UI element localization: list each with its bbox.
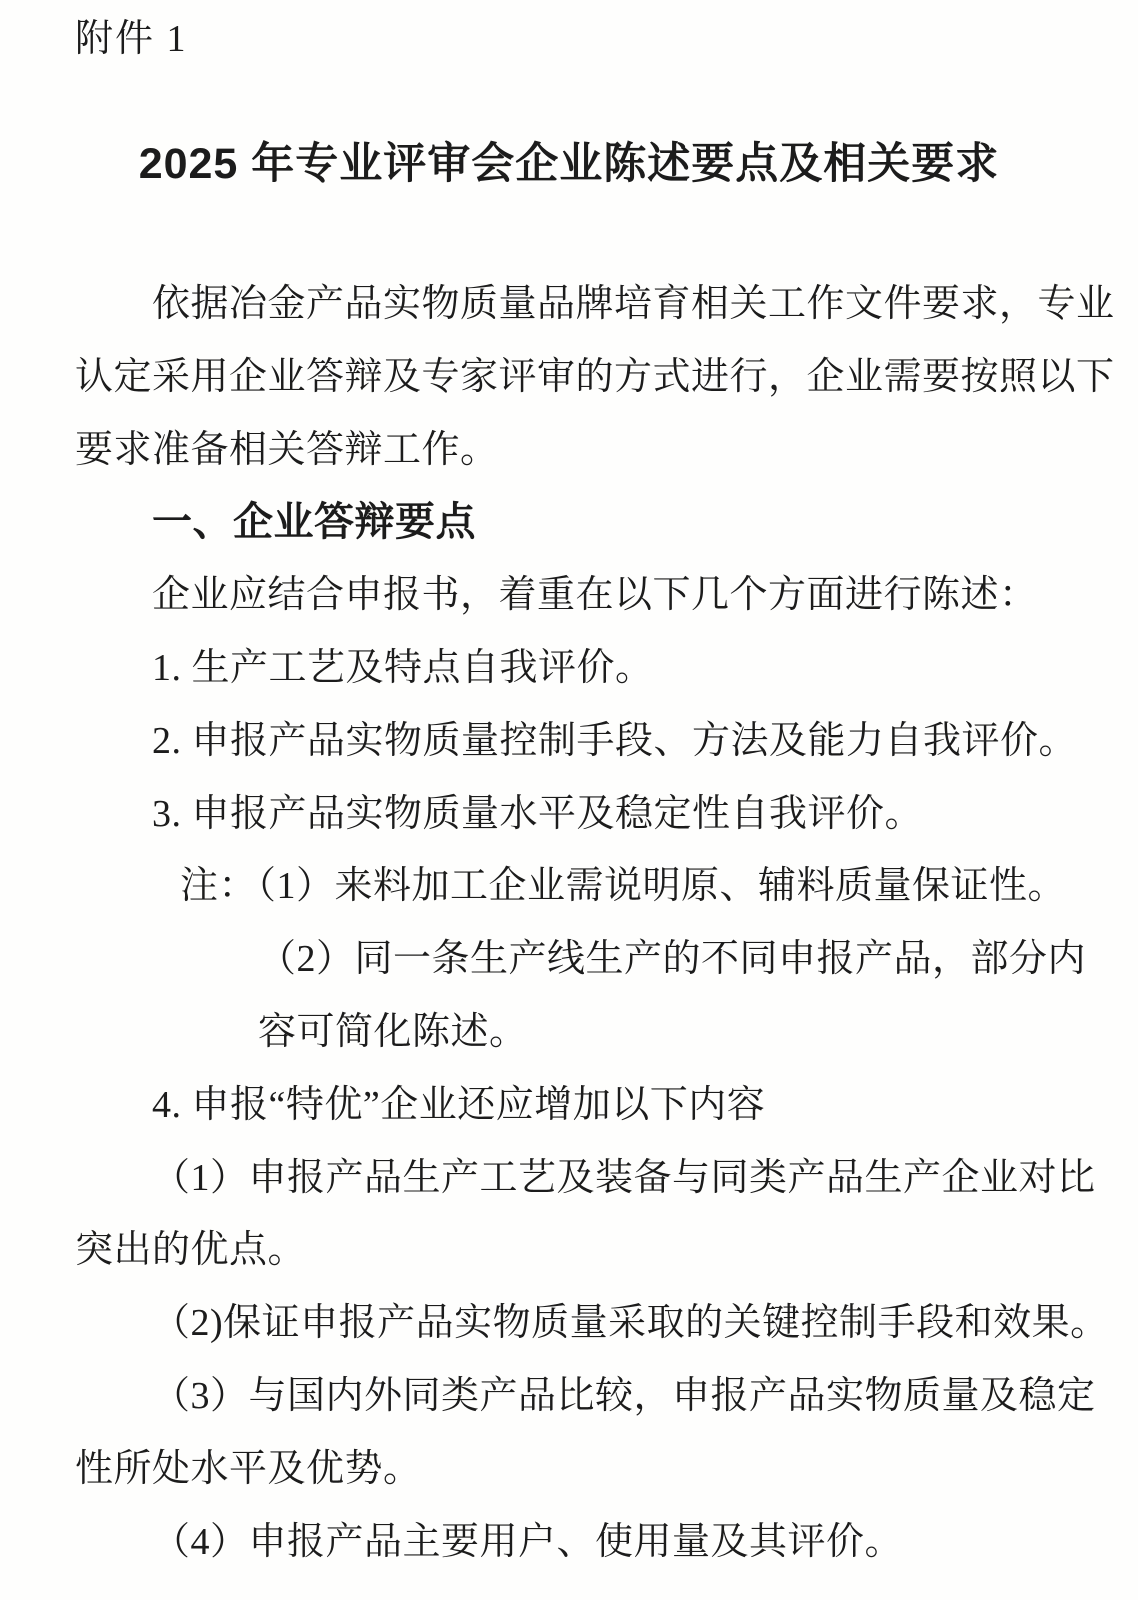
intro-line-3: 要求准备相关答辩工作。: [75, 428, 499, 471]
item-2-line: 2. 申报产品实物质量控制手段、方法及能力自我评价。: [152, 719, 1078, 762]
sub-item-3-line-1: （3）与国内外同类产品比较，申报产品实物质量及稳定: [152, 1374, 1096, 1417]
sub-item-1-line-1: （1）申报产品生产工艺及装备与同类产品生产企业对比: [152, 1156, 1096, 1199]
sub-item-1-line-2: 突出的优点。: [75, 1229, 307, 1272]
note-line-2: （2）同一条生产线生产的不同申报产品，部分内: [258, 938, 1087, 981]
note-line-1: 注：（1）来料加工企业需说明原、辅料质量保证性。: [180, 865, 1067, 908]
item-4-line: 4. 申报“特优”企业还应增加以下内容: [152, 1083, 766, 1126]
sub-item-3-line-2: 性所处水平及优势。: [75, 1447, 422, 1490]
item-1-line: 1. 生产工艺及特点自我评价。: [152, 646, 654, 689]
section-heading: 一、企业答辩要点: [152, 500, 476, 545]
document-body: [75, 268, 1115, 1578]
sub-item-4-line: （4）申报产品主要用户、使用量及其评价。: [152, 1520, 904, 1563]
intro-line-1: 依据冶金产品实物质量品牌培育相关工作文件要求，专业: [152, 283, 1115, 325]
note-line-3: 容可简化陈述。: [258, 1010, 528, 1053]
appendix-label: 附件 1: [75, 18, 188, 60]
intro-line-2: 认定采用企业答辩及专家评审的方式进行，企业需要按照以下: [75, 355, 1115, 398]
item-3-line: 3. 申报产品实物质量水平及稳定性自我评价。: [152, 792, 924, 835]
page-title: 2025 年专业评审会企业陈述要点及相关要求: [138, 140, 1000, 188]
sub-item-2-line: （2)保证申报产品实物质量采取的关键控制手段和效果。: [152, 1302, 1109, 1345]
section-lead-line: 企业应结合申报书，着重在以下几个方面进行陈述：: [152, 574, 1038, 617]
